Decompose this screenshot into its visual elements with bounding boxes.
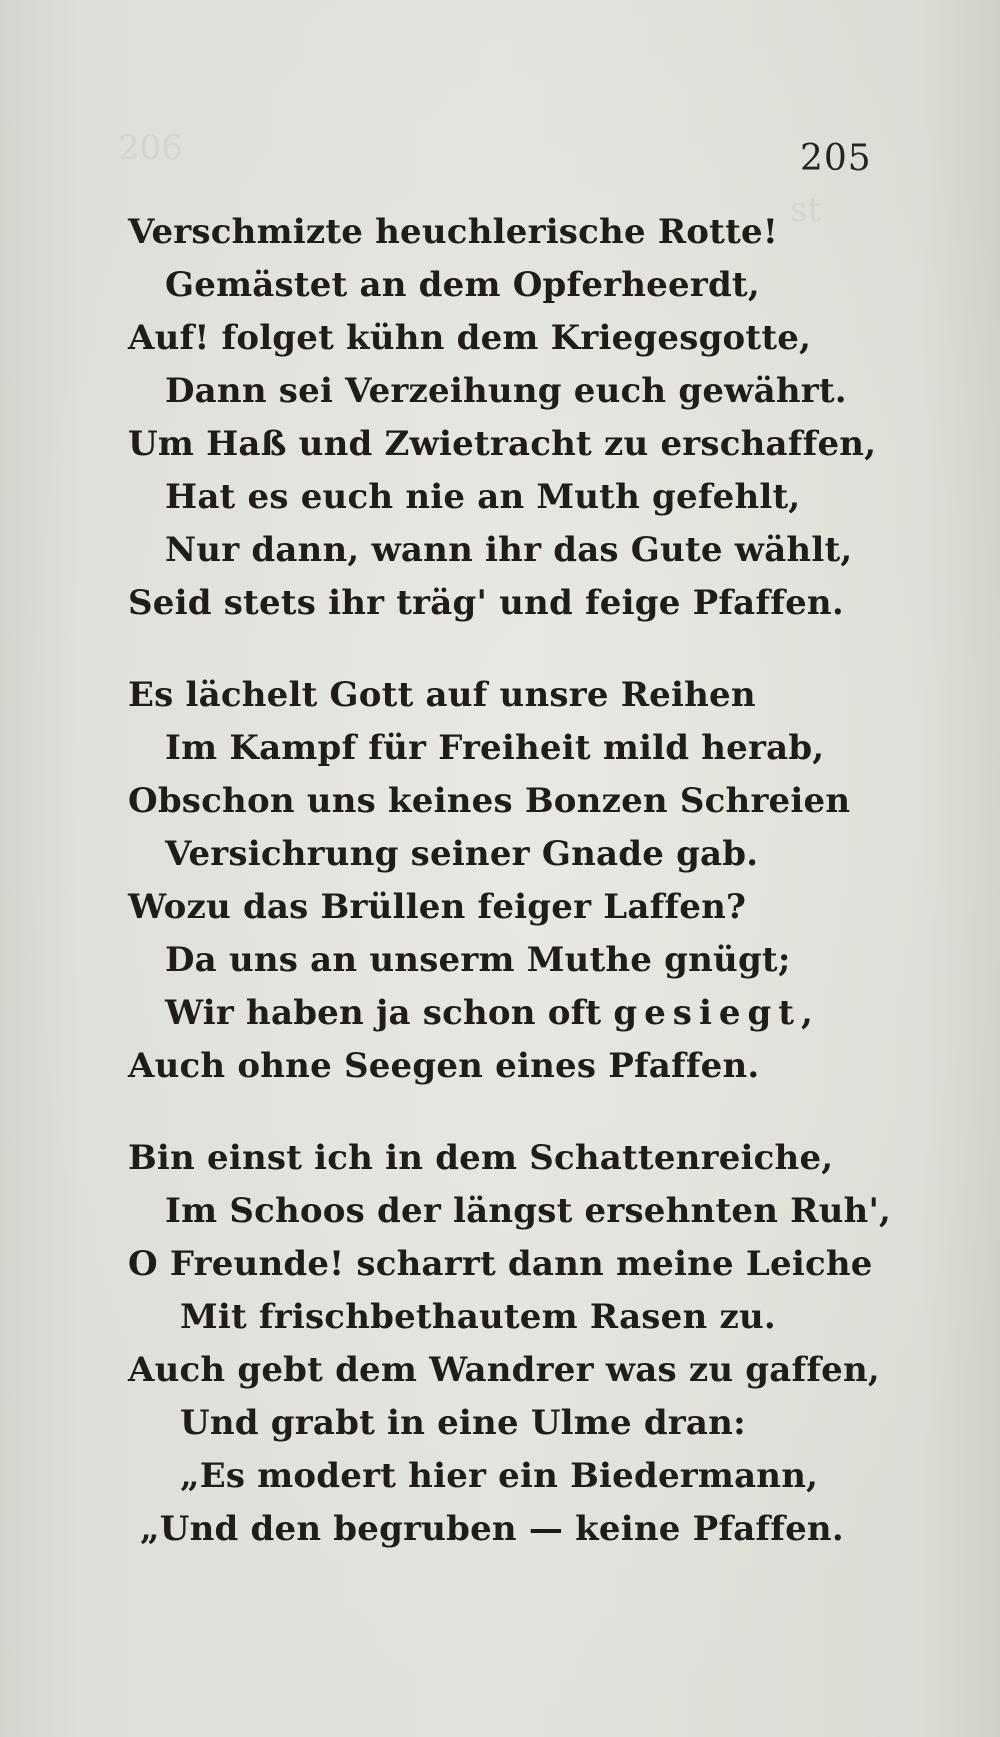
poem-line: Hat es euch nie an Muth gefehlt, xyxy=(165,477,801,517)
spaced-emphasis-word: gesiegt, xyxy=(613,993,820,1033)
poem-line: Wozu das Brüllen feiger Laffen? xyxy=(128,887,747,927)
poem-line: Da uns an unserm Muthe gnügt; xyxy=(165,940,791,980)
poem-line: Auf! folget kühn dem Kriegesgotte, xyxy=(128,318,812,358)
poem-line: Es lächelt Gott auf unsre Reihen xyxy=(128,675,756,715)
poem-line xyxy=(165,993,820,1033)
poem-line: Im Kampf für Freiheit mild herab, xyxy=(165,728,825,768)
poem-line: Mit frischbethautem Rasen zu. xyxy=(180,1297,776,1337)
poem-line: Nur dann, wann ihr das Gute wählt, xyxy=(165,530,853,570)
poem-line: Bin einst ich in dem Schattenreiche, xyxy=(128,1138,834,1178)
poem-line: Versichrung seiner Gnade gab. xyxy=(165,834,759,874)
show-through-text: st xyxy=(790,190,822,230)
poem-line: O Freunde! scharrt dann meine Leiche xyxy=(128,1244,873,1284)
poem-line-text: Wir haben ja schon oft xyxy=(165,993,614,1033)
poem-line: Verschmizte heuchlerische Rotte! xyxy=(128,212,778,252)
poem-line: Auch gebt dem Wandrer was zu gaffen, xyxy=(128,1350,880,1390)
poem-line: Auch ohne Seegen eines Pfaffen. xyxy=(128,1046,760,1086)
show-through-text: 206 xyxy=(118,128,183,168)
page-number: 205 xyxy=(800,138,872,179)
poem-line: Und grabt in eine Ulme dran: xyxy=(180,1403,746,1443)
poem-line: Um Haß und Zwietracht zu erschaffen, xyxy=(128,424,877,464)
poem-line: Seid stets ihr träg' und feige Pfaffen. xyxy=(128,583,844,623)
poem-line: Im Schoos der längst ersehnten Ruh', xyxy=(165,1191,892,1231)
poem-line: Dann sei Verzeihung euch gewährt. xyxy=(165,371,847,411)
poem-line: „Und den begruben — keine Pfaffen. xyxy=(140,1509,844,1549)
poem-line: Obschon uns keines Bonzen Schreien xyxy=(128,781,851,821)
poem-line: „Es modert hier ein Biedermann, xyxy=(180,1456,819,1496)
poem-line: Gemästet an dem Opferheerdt, xyxy=(165,265,760,305)
